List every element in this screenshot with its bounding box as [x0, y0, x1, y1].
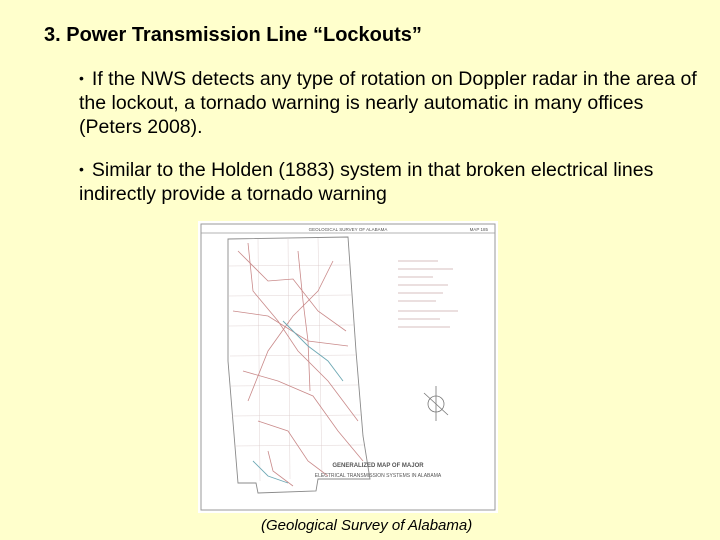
map-plate-text: MAP 185: [469, 227, 488, 232]
bullet-text-1: If the NWS detects any type of rotation on Doppler radar in the area of the lockout, a tornado warning is nearly automatic in many offices (Peters 2008).: [79, 68, 697, 138]
map-title-line-1: GENERALIZED MAP OF MAJOR: [332, 463, 424, 469]
alabama-transmission-map-image: [198, 221, 498, 513]
bullet-item-2: [79, 157, 699, 206]
slide-title: 3. Power Transmission Line “Lockouts”: [44, 24, 422, 46]
map-drawing: [198, 221, 498, 513]
bullet-text-2: Similar to the Holden (1883) system in that broken electrical lines indirectly provide a tornado warning: [79, 159, 654, 205]
bullet-marker: •: [79, 70, 84, 86]
map-header-text: GEOLOGICAL SURVEY OF ALABAMA: [308, 227, 388, 232]
map-title-line-2: ELECTRICAL TRANSMISSION SYSTEMS IN ALABAMA: [314, 473, 442, 479]
bullet-marker: •: [79, 161, 84, 177]
image-caption: (Geological Survey of Alabama): [261, 517, 473, 534]
bullet-item-1: [79, 66, 699, 139]
